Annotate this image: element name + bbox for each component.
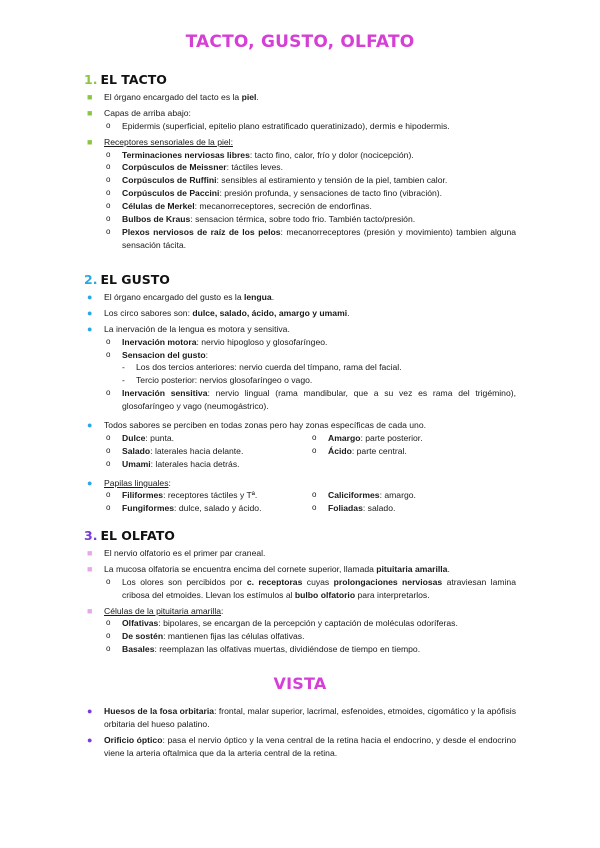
papilas-columns	[104, 489, 516, 515]
section-number: 1.	[84, 72, 98, 87]
zones-columns	[104, 432, 516, 471]
list-item: o Dulce: punta.	[106, 432, 175, 443]
list-item: o Inervación motora: nervio hipogloso y glosofaríngeo.	[106, 336, 328, 347]
list-item: o Fungiformes: dulce, salado y ácido.	[106, 503, 262, 514]
list-item: ● La inervación de la lengua es motora y sensitiva. o Inervación motora: nervio hipogloso y glosofaríngeo. o Sensacion del gusto: - Los dos tercios anteriores: nervio cuerda del tímpano, rama del facial. - Tercio posterior: nervios glosofaríngeo o vago. o Inervación sensitiva: nervio lingual (rama mandibular, que a su vez es rama del trigémino), glosofaríngeo y vago (neumogástrico).	[87, 323, 516, 412]
list-item: ■ El nervio olfatorio es el primer par craneal.	[84, 547, 516, 560]
bullet-icon: ■	[87, 548, 93, 558]
section-number: 3.	[84, 528, 98, 543]
section-heading-tacto: 1. EL TACTO	[84, 72, 167, 87]
list-item: o Corpúsculos de Meissner: táctiles leves.	[106, 162, 283, 173]
list-item: o Inervación sensitiva: nervio lingual (rama mandibular, que a su vez es rama del trigémino), glosofaríngeo y vago (neumogástrico).	[106, 388, 516, 412]
circle-bullet-icon: o	[106, 445, 111, 455]
list-item: o De sostén: mantienen fijas las células olfativas.	[106, 631, 305, 642]
list-item: o Epidermis (superficial, epitelio plano estratificado queratinizado), dermis e hipodermis.	[106, 120, 450, 131]
circle-bullet-icon: o	[106, 349, 111, 359]
list-item: - Los dos tercios anteriores: nervio cuerda del tímpano, rama del facial.	[122, 362, 402, 373]
list-item: o Corpúsculos de Ruffini: sensibles al estiramiento y tensión de la piel, tambien calor.	[106, 175, 448, 186]
list-item: o Foliadas: salado.	[312, 503, 396, 514]
list-item: o Caliciformes: amargo.	[312, 490, 416, 501]
list-item: ■ Receptores sensoriales de la piel: o Terminaciones nerviosas libres: tacto fino, calor, frío y dolor (nocicepción). o Corpúsculos de Meissner: táctiles leves. o Corpúsculos de Ruffini: sensibles al estiramiento y tensión de la piel, tambien calor. o Corpúsculos de Paccini: presión profunda, y sensaciones de tacto fino (vibración). o Células de Merkel: mecanorreceptores, secreción de endorfinas. o Bulbos de Kraus: sensacion térmica, sobre todo frio. También tacto/presión. o Plexos nerviosos de raíz de los pelos: mecanorreceptores (presión y movimiento) tambien alguna sensación tácita.	[87, 136, 517, 250]
list-item: o Basales: reemplazan las olfativas muertas, dividiéndose de tiempo en tiempo.	[106, 644, 421, 655]
circle-bullet-icon: o	[106, 188, 111, 198]
dash-bullet-icon: -	[122, 375, 125, 386]
circle-bullet-icon: o	[106, 149, 111, 159]
list-item: o Sensacion del gusto: - Los dos tercios anteriores: nervio cuerda del tímpano, rama del facial. - Tercio posterior: nervios glosofaríngeo o vago.	[104, 349, 516, 388]
bullet-icon: ■	[87, 563, 93, 574]
circle-bullet-icon: o	[106, 336, 111, 346]
section-heading-olfato: 3. EL OLFATO	[84, 528, 175, 543]
list-item: ● El órgano encargado del gusto es la lengua.	[84, 291, 516, 304]
list-item: ■ La mucosa olfatoria se encuentra encima del cornete superior, llamada pituitaria amarilla. o Los olores son percibidos por c. receptoras cuyas prolongaciones nerviosas atraviesan lamina cribosa del etmoides. Llevan los estímulos al bulbo olfatorio para interpretarlos.	[87, 563, 516, 600]
bullet-icon: ●	[87, 323, 93, 334]
list-item: o Olfativas: bipolares, se encargan de la percepción y captación de moléculas odoríferas.	[106, 618, 458, 629]
section-heading-gusto: 2. EL GUSTO	[84, 272, 170, 287]
circle-bullet-icon: o	[106, 503, 111, 513]
circle-bullet-icon: o	[106, 631, 111, 641]
olfato-list	[84, 547, 516, 656]
vista-title: VISTA	[273, 674, 327, 693]
circle-bullet-icon: o	[312, 490, 317, 500]
circle-bullet-icon: o	[106, 432, 111, 442]
bullet-icon: ■	[87, 107, 93, 118]
list-item: ● Orificio óptico: pasa el nervio óptico y la vena central de la retina hacia el endocrino, y desde el endocrino viene la arteria oftalmica que da la arteria central de la retina.	[87, 734, 516, 758]
circle-bullet-icon: o	[312, 445, 317, 455]
gusto-list	[84, 291, 516, 515]
circle-bullet-icon: o	[106, 120, 111, 130]
bullet-icon: ■	[87, 136, 93, 147]
bullet-icon: ■	[87, 605, 93, 616]
list-item: ● Los circo sabores son: dulce, salado, ácido, amargo y umami.	[84, 307, 516, 320]
list-item: ■ El órgano encargado del tacto es la piel.	[84, 91, 516, 104]
list-item: o Ácido: parte central.	[312, 445, 407, 456]
section-olfato	[84, 528, 516, 656]
circle-bullet-icon: o	[106, 576, 111, 586]
circle-bullet-icon: o	[106, 201, 111, 211]
vista-list	[84, 705, 516, 760]
bullet-icon: ●	[87, 706, 93, 716]
list-item: o Células de Merkel: mecanorreceptores, secreción de endorfinas.	[106, 201, 372, 212]
circle-bullet-icon: o	[106, 644, 111, 654]
section-number: 2.	[84, 272, 98, 287]
list-item: o Bulbos de Kraus: sensacion térmica, sobre todo frio. También tacto/presión.	[106, 214, 416, 225]
circle-bullet-icon: o	[312, 503, 317, 513]
bullet-icon: ■	[87, 92, 93, 102]
circle-bullet-icon: o	[106, 618, 111, 628]
circle-bullet-icon: o	[106, 214, 111, 224]
circle-bullet-icon: o	[312, 432, 317, 442]
list-item: - Tercio posterior: nervios glosofaríngeo o vago.	[122, 375, 313, 386]
page-title: TACTO, GUSTO, OLFATO	[185, 32, 415, 52]
list-item: o Terminaciones nerviosas libres: tacto fino, calor, frío y dolor (nocicepción).	[106, 149, 414, 160]
list-item: o Filiformes: receptores táctiles y Tª.	[106, 490, 258, 501]
bullet-icon: ●	[87, 307, 93, 318]
list-item: ■ Células de la pituitaria amarilla: o Olfativas: bipolares, se encargan de la percepción y captación de moléculas odoríferas. o De sostén: mantienen fijas las células olfativas. o Basales: reemplazan las olfativas muertas, dividiéndose de tiempo en tiempo.	[84, 605, 516, 657]
list-item: o Corpúsculos de Paccini: presión profunda, y sensaciones de tacto fino (vibración).	[106, 188, 443, 199]
bullet-icon: ●	[87, 420, 93, 431]
list-item: o Amargo: parte posterior.	[312, 432, 423, 443]
circle-bullet-icon: o	[106, 458, 111, 468]
bullet-icon: ●	[87, 734, 93, 745]
tacto-list	[84, 91, 516, 252]
list-item: ● Todos sabores se perciben en todas zonas pero hay zonas específicas de cada uno. o Dulce: punta. o Salado: laterales hacia delante. o Umami: laterales hacia detrás. o Amargo: parte posterior. o Ácido: parte central.	[84, 419, 516, 471]
circle-bullet-icon: o	[106, 226, 111, 236]
list-item: ■ Capas de arriba abajo: o Epidermis (superficial, epitelio plano estratificado queratinizado), dermis e hipodermis.	[84, 107, 516, 133]
circle-bullet-icon: o	[106, 175, 111, 185]
list-item: ● Papilas linguales: o Filiformes: receptores táctiles y Tª. o Fungiformes: dulce, salado y ácido. o Caliciformes: amargo. o Foliadas: salado.	[84, 477, 516, 516]
circle-bullet-icon: o	[106, 490, 111, 500]
circle-bullet-icon: o	[106, 388, 111, 398]
list-item: o Umami: laterales hacia detrás.	[106, 458, 240, 469]
section-tacto	[84, 72, 516, 252]
bullet-icon: ●	[87, 477, 93, 488]
list-item: o Salado: laterales hacia delante.	[106, 445, 244, 456]
list-item: o Los olores son percibidos por c. receptoras cuyas prolongaciones nerviosas atraviesan lamina cribosa del etmoides. Llevan los estímulos al bulbo olfatorio para interpretarlos.	[106, 576, 516, 600]
list-item: ● Huesos de la fosa orbitaria: frontal, malar superior, lacrimal, esfenoides, etmoides, cigomático y la apófisis orbitaria del hueso palatino.	[87, 706, 516, 729]
bullet-icon: ●	[87, 292, 93, 302]
section-gusto	[84, 272, 516, 515]
circle-bullet-icon: o	[106, 162, 111, 172]
list-item: o Plexos nerviosos de raíz de los pelos: mecanorreceptores (presión y movimiento) tambien alguna sensación tácita.	[106, 226, 517, 250]
dash-bullet-icon: -	[122, 362, 125, 373]
section-vista	[84, 702, 516, 760]
